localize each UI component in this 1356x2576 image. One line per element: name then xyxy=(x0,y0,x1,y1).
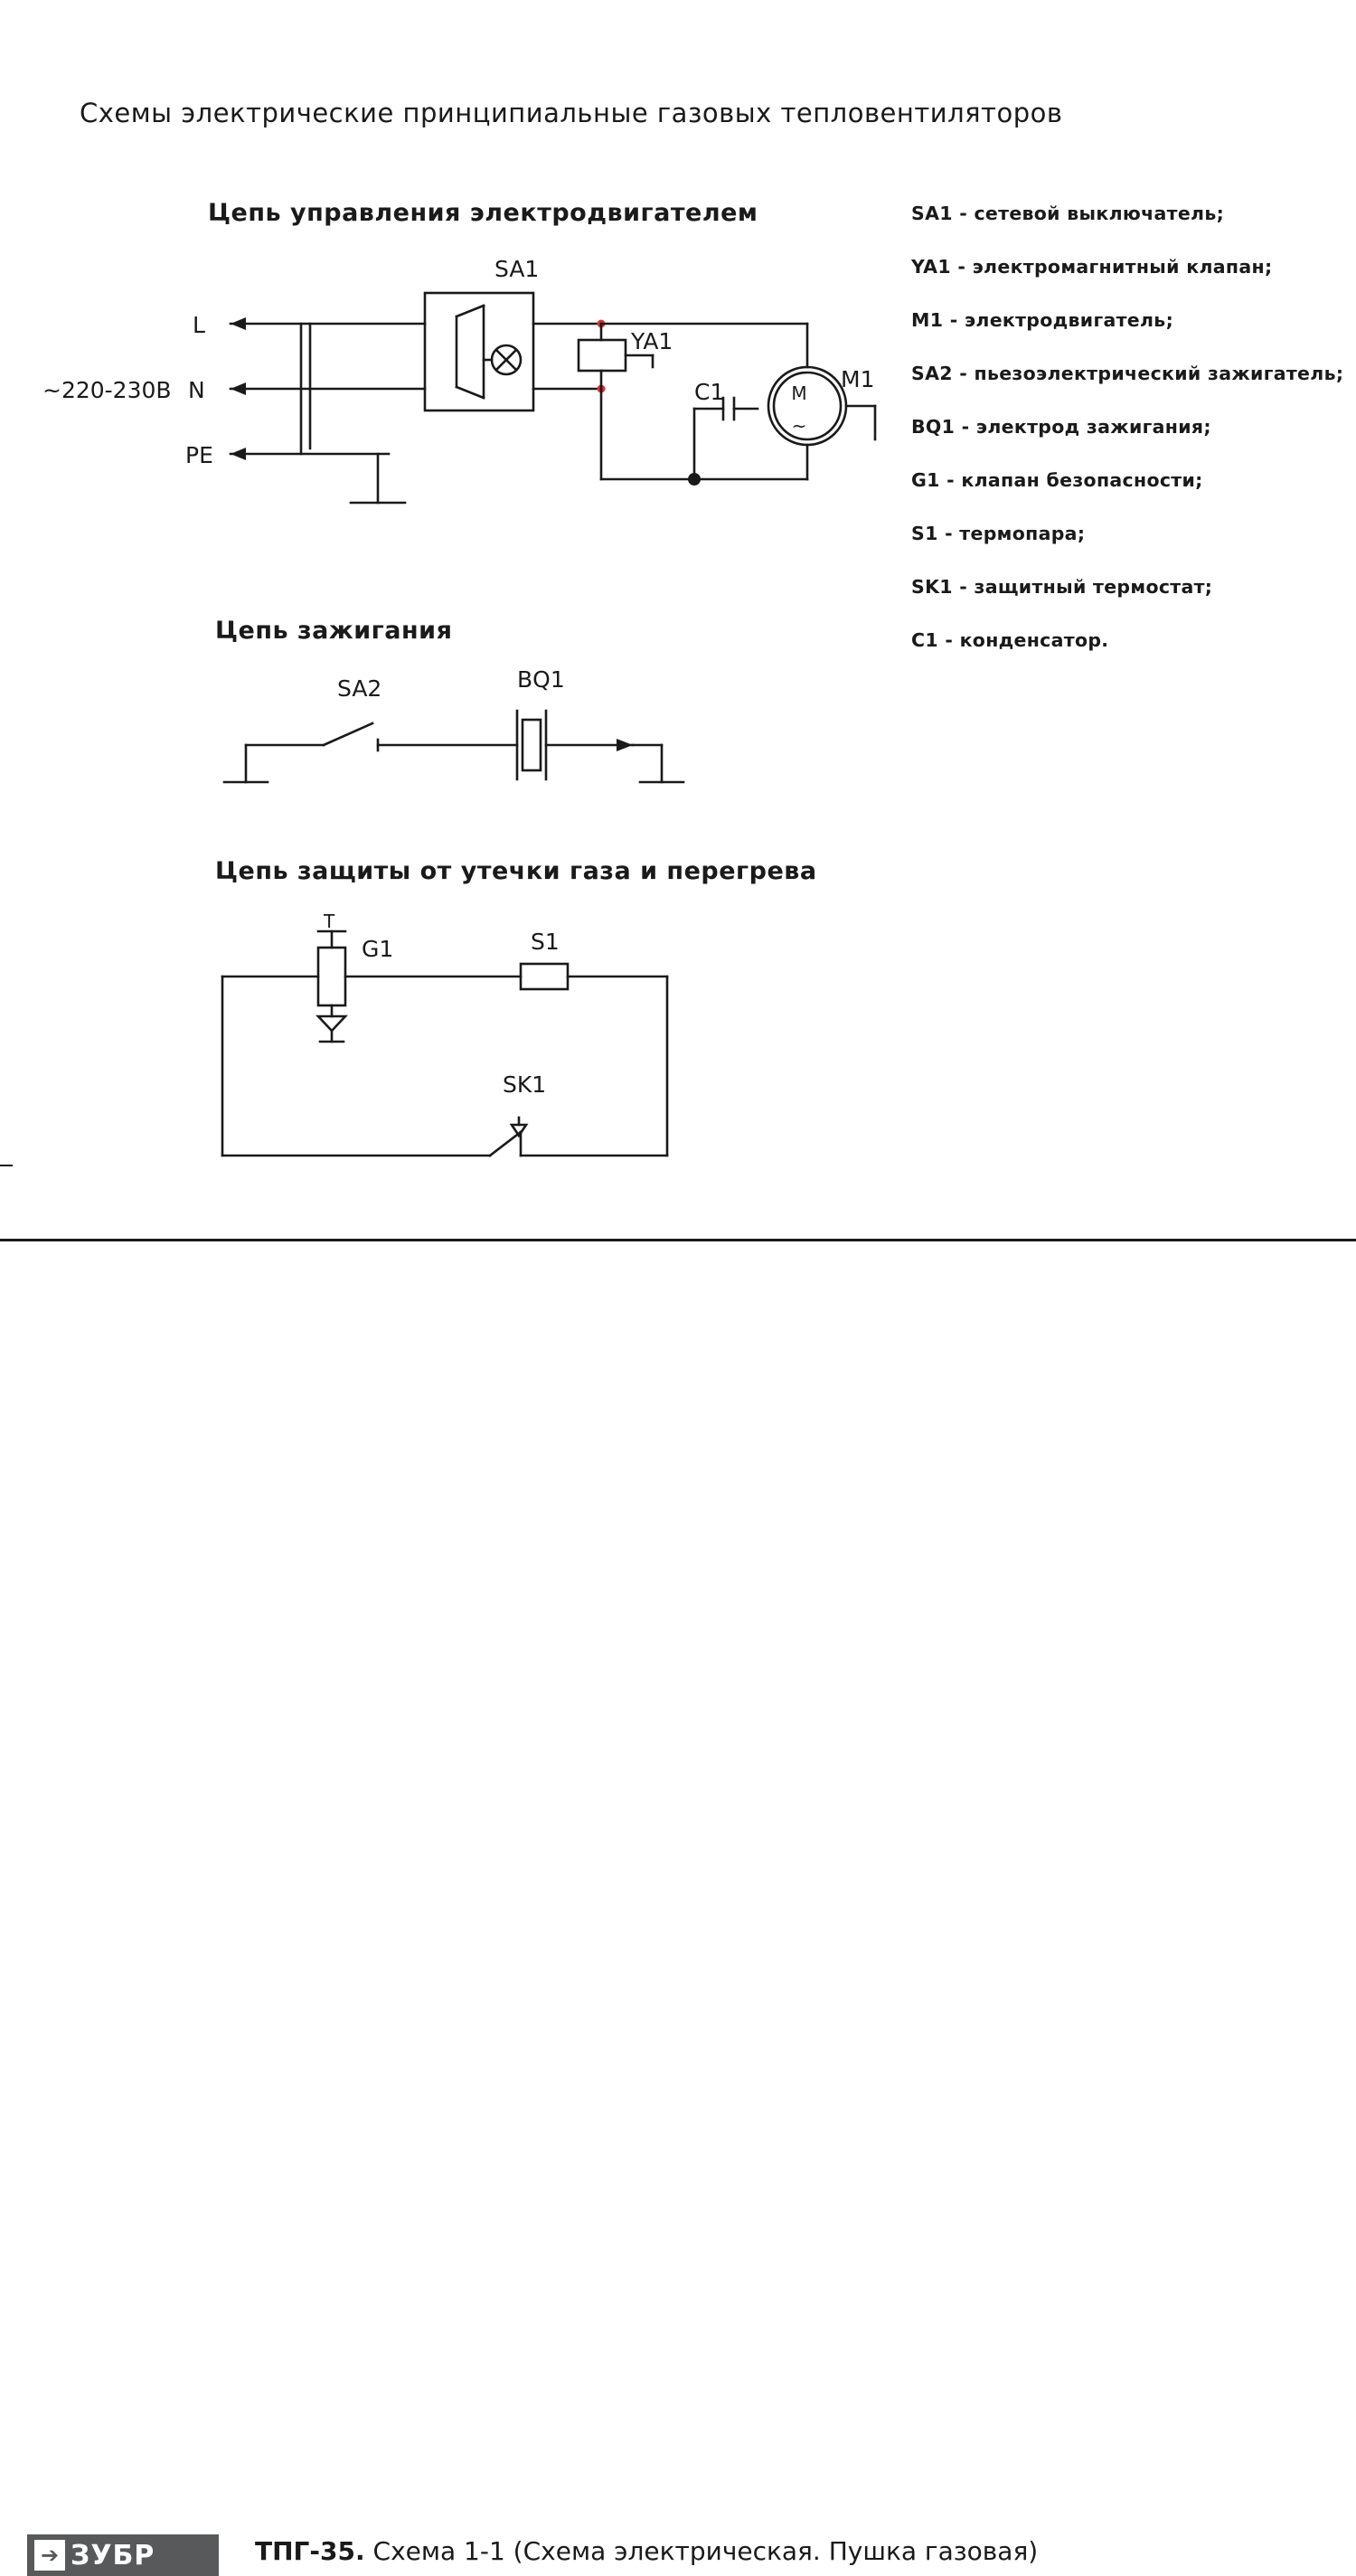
page-title: Схемы электрические принципиальные газовых тепловентиляторов xyxy=(80,98,1063,128)
motor-symbol-ac: ~ xyxy=(791,415,807,437)
supply-voltage-label: ~220-230В xyxy=(42,377,172,403)
footer-caption xyxy=(255,2536,1038,2566)
terminal-label-pe: PE xyxy=(185,442,213,468)
component-label-g1: G1 xyxy=(362,936,394,962)
crop-mark xyxy=(0,1165,13,1166)
legend-item: SK1 - защитный термостат; xyxy=(911,576,1213,598)
motor-symbol-m: M xyxy=(791,382,807,404)
legend-item: C1 - конденсатор. xyxy=(911,629,1109,651)
brand-arrow-icon: ➔ xyxy=(34,2540,65,2571)
footer-bar xyxy=(0,1241,1356,2571)
legend-item: YA1 - электромагнитный клапан; xyxy=(911,256,1273,278)
section-title-ignition: Цепь зажигания xyxy=(215,617,453,645)
terminal-label-n: N xyxy=(188,377,205,403)
section-title-motor: Цепь управления электродвигателем xyxy=(208,199,758,227)
legend-item: SA2 - пьезоэлектрический зажигатель; xyxy=(911,363,1344,384)
footer-model: ТПГ-35. xyxy=(255,2536,365,2566)
section-title-protection: Цепь защиты от утечки газа и перегрева xyxy=(215,857,817,885)
legend-item: S1 - термопара; xyxy=(911,523,1086,544)
component-label-sa2: SA2 xyxy=(337,675,382,702)
terminal-label-l: L xyxy=(193,312,205,338)
legend-item: BQ1 - электрод зажигания; xyxy=(911,416,1211,438)
footer-caption-text: Схема 1-1 (Схема электрическая. Пушка газовая) xyxy=(372,2536,1039,2566)
legend-item: M1 - электродвигатель; xyxy=(911,309,1174,331)
component-label-c1: C1 xyxy=(694,379,725,405)
component-label-sa1: SA1 xyxy=(494,256,540,282)
brand-name: ЗУБР xyxy=(71,2539,155,2571)
legend-item: SA1 - сетевой выключатель; xyxy=(911,203,1225,224)
component-label-sk1: SK1 xyxy=(503,1071,547,1098)
legend-item: G1 - клапан безопасности; xyxy=(911,469,1203,491)
component-label-bq1: BQ1 xyxy=(517,666,565,693)
component-label-s1: S1 xyxy=(531,929,560,955)
valve-marker-t: T xyxy=(324,911,335,932)
component-label-ya1: YA1 xyxy=(631,328,673,354)
brand-logo xyxy=(27,2534,219,2576)
component-label-m1: M1 xyxy=(841,366,875,392)
